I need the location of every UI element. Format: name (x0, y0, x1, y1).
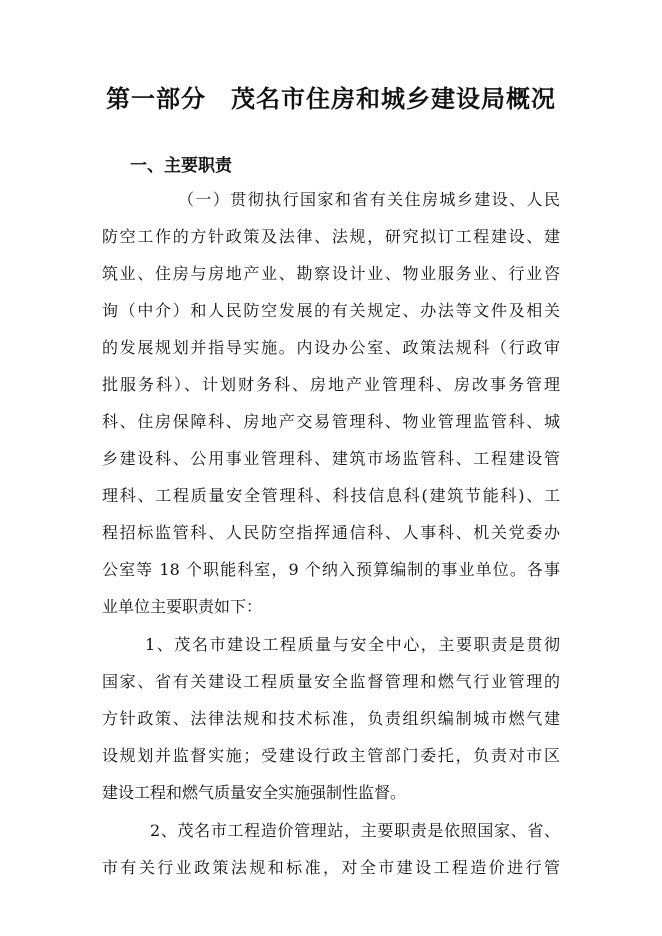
paragraph-line: 询（中介）和人民防空发展的有关规定、办法等文件及相关 (102, 301, 560, 320)
section-heading: 一、主要职责 (130, 156, 232, 176)
paragraph-line: 市有关行业政策法规和标准，对全市建设工程造价进行管 (102, 858, 560, 877)
paragraph-line: 建设工程和燃气质量安全实施强制性监督。 (102, 783, 407, 802)
paragraph-line: 国家、省有关建设工程质量安全监督管理和燃气行业管理的 (102, 672, 560, 691)
paragraph-line: 乡建设科、公用事业管理科、建筑市场监管科、工程建设管 (102, 449, 560, 468)
paragraph-line: 方针政策、法律法规和技术标准，负责组织编制城市燃气建 (102, 709, 560, 728)
paragraph-line: 2、茂名市工程造价管理站，主要职责是依照国家、省、 (150, 821, 560, 840)
paragraph-line: 批服务科）、计划财务科、房地产业管理科、房改事务管理 (102, 375, 560, 394)
page-title: 第一部分 茂名市住房和城乡建设局概况 (106, 85, 556, 113)
paragraph-line: 业单位主要职责如下： (102, 597, 263, 616)
paragraph-line: 的发展规划并指导实施。内设办公室、政策法规科（行政审 (102, 338, 560, 357)
paragraph-line: 程招标监管科、人民防空指挥通信科、人事科、机关党委办 (102, 523, 560, 542)
paragraph-line: 防空工作的方针政策及法律、法规，研究拟订工程建设、建 (102, 227, 560, 246)
paragraph-line: 公室等 18 个职能科室，9 个纳入预算编制的事业单位。各事 (102, 560, 560, 579)
paragraph-line: 理科、工程质量安全管理科、科技信息科(建筑节能科)、工 (102, 486, 560, 505)
paragraph-line: （一）贯彻执行国家和省有关住房城乡建设、人民 (178, 190, 560, 209)
paragraph-line: 1、茂名市建设工程质量与安全中心，主要职责是贯彻 (145, 635, 560, 654)
paragraph-line: 科、住房保障科、房地产交易管理科、物业管理监管科、城 (102, 412, 560, 431)
paragraph-line: 设规划并监督实施；受建设行政主管部门委托，负责对市区 (102, 746, 560, 765)
paragraph-line: 筑业、住房与房地产业、勘察设计业、物业服务业、行业咨 (102, 264, 560, 283)
